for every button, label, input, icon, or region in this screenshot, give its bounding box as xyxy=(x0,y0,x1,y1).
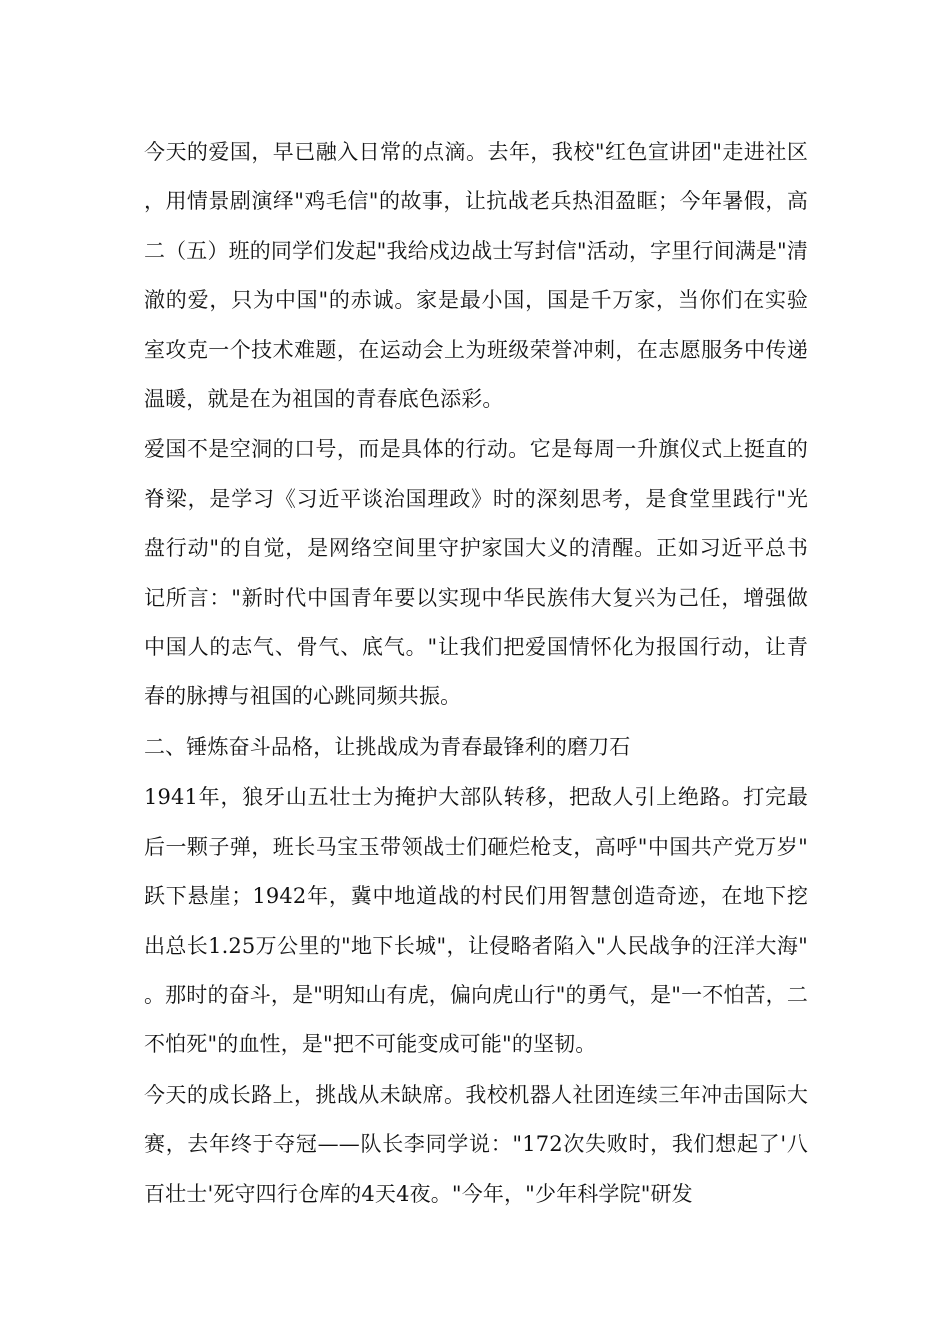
document-body xyxy=(144,128,808,1219)
paragraph-growth-challenges: 今天的成长路上，挑战从未缺席。我校机器人社团连续三年冲击国际大赛，去年终于夺冠——队长李同学说："172次失败时，我们想起了'八百壮士'死守四行仓库的4天4夜。"今年，"少年科学院"研发 xyxy=(144,1082,808,1206)
paragraph-patriotism-action: 爱国不是空洞的口号，而是具体的行动。它是每周一升旗仪式上挺直的脊梁，是学习《习近平谈治国理政》时的深刻思考，是食堂里践行"光盘行动"的自觉，是网络空间里守护家国大义的清醒。正如习近平总书记所言："新时代中国青年要以实现中华民族伟大复兴为己任，增强做中国人的志气、骨气、底气。"让我们把爱国情怀化为报国行动，让青春的脉搏与祖国的心跳同频共振。 xyxy=(144,437,808,709)
section-heading: 二、锤炼奋斗品格，让挑战成为青春最锋利的磨刀石 xyxy=(144,734,631,759)
paragraph-history-struggle: 1941年，狼牙山五壮士为掩护大部队转移，把敌人引上绝路。打完最后一颗子弹，班长马宝玉带领战士们砸烂枪支，高呼"中国共产党万岁"跃下悬崖；1942年，冀中地道战的村民们用智慧创造奇迹，在地下挖出总长1.25万公里的"地下长城"，让侵略者陷入"人民战争的汪洋大海"。那时的奋斗，是"明知山有虎，偏向虎山行"的勇气，是"一不怕苦，二不怕死"的血性，是"把不可能变成可能"的坚韧。 xyxy=(144,785,808,1057)
paragraph-daily-patriotism: 今天的爱国，早已融入日常的点滴。去年，我校"红色宣讲团"走进社区，用情景剧演绎"鸡毛信"的故事，让抗战老兵热泪盈眶；今年暑假，高二（五）班的同学们发起"我给戍边战士写封信"活动，字里行间满是"清澈的爱，只为中国"的赤诚。家是最小国，国是千万家，当你们在实验室攻克一个技术难题，在运动会上为班级荣誉冲刺，在志愿服务中传递温暖，就是在为祖国的青春底色添彩。 xyxy=(144,140,808,412)
